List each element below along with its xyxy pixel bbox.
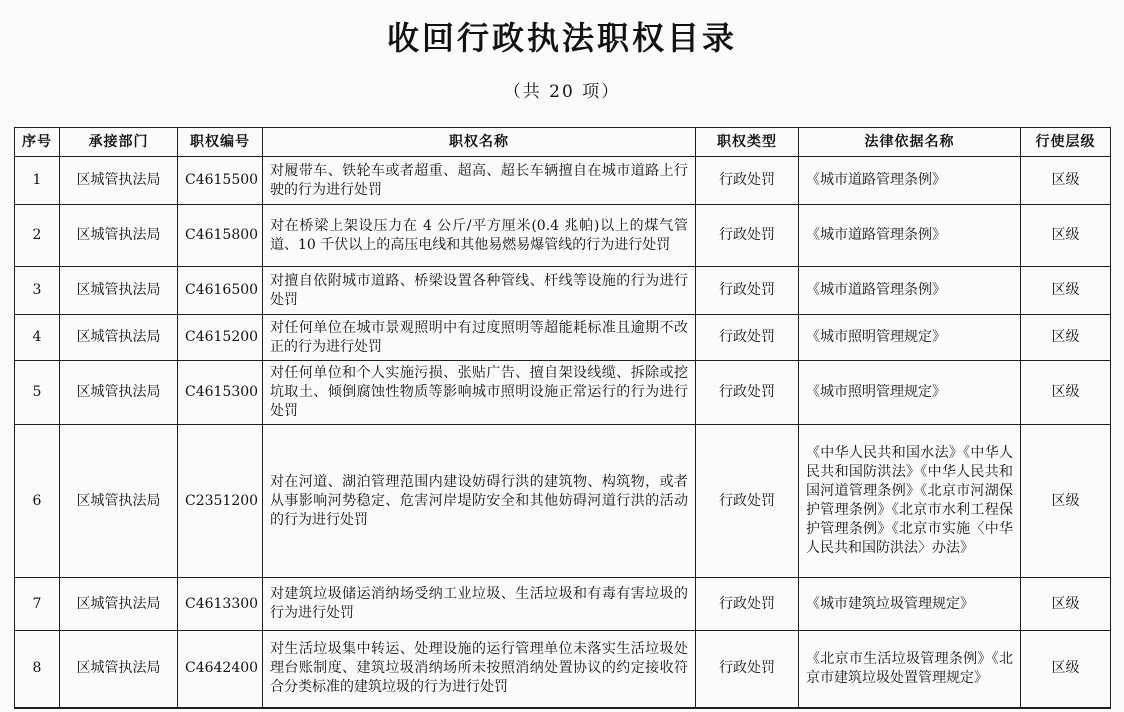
column-header-legal: 法律依据名称 [799, 128, 1021, 157]
cell-dept: 区城管执法局 [60, 425, 178, 578]
cell-type: 行政处罚 [696, 631, 799, 708]
cell-name: 对任何单位和个人实施污损、张贴广告、擅自架设线缆、拆除或挖坑取土、倾倒腐蚀性物质等影响城市照明设施正常运行的行为进行处罚 [263, 361, 696, 425]
cell-seq: 8 [15, 631, 60, 708]
cell-dept: 区城管执法局 [60, 157, 178, 205]
cell-name: 对擅自依附城市道路、桥梁设置各种管线、杆线等设施的行为进行处罚 [263, 267, 696, 315]
cell-level: 区级 [1021, 315, 1111, 361]
cell-code: C4615200 [178, 315, 263, 361]
cell-name: 对履带车、铁轮车或者超重、超高、超长车辆擅自在城市道路上行驶的行为进行处罚 [263, 157, 696, 205]
cell-level: 区级 [1021, 578, 1111, 631]
cell-level: 区级 [1021, 205, 1111, 267]
cell-dept: 区城管执法局 [60, 631, 178, 708]
cell-name: 对在河道、湖泊管理范围内建设妨碍行洪的建筑物、构筑物，或者从事影响河势稳定、危害河岸堤防安全和其他妨碍河道行洪的活动的行为进行处罚 [263, 425, 696, 578]
cell-level: 区级 [1021, 631, 1111, 708]
column-header-code: 职权编号 [178, 128, 263, 157]
page-subtitle: （共 20 项） [503, 82, 621, 102]
column-header-name: 职权名称 [263, 128, 696, 157]
cell-legal: 《城市照明管理规定》 [799, 315, 1021, 361]
cell-code: C4615300 [178, 361, 263, 425]
cell-dept: 区城管执法局 [60, 578, 178, 631]
cell-type: 行政处罚 [696, 157, 799, 205]
cell-type: 行政处罚 [696, 267, 799, 315]
cell-level: 区级 [1021, 361, 1111, 425]
cell-code: C4615500 [178, 157, 263, 205]
cell-code: C2351200 [178, 425, 263, 578]
cell-dept: 区城管执法局 [60, 267, 178, 315]
powers-table [14, 127, 1111, 709]
column-header-type: 职权类型 [696, 128, 799, 157]
cell-legal: 《北京市生活垃圾管理条例》《北京市建筑垃圾处置管理规定》 [799, 631, 1021, 708]
cell-seq: 5 [15, 361, 60, 425]
cell-level: 区级 [1021, 425, 1111, 578]
cell-legal: 《城市建筑垃圾管理规定》 [799, 578, 1021, 631]
table-row [15, 578, 1111, 631]
cell-seq: 3 [15, 267, 60, 315]
column-header-level: 行使层级 [1021, 128, 1111, 157]
cell-seq: 2 [15, 205, 60, 267]
table-row [15, 315, 1111, 361]
cell-level: 区级 [1021, 267, 1111, 315]
cell-dept: 区城管执法局 [60, 315, 178, 361]
table-row [15, 361, 1111, 425]
cell-name: 对任何单位在城市景观照明中有过度照明等超能耗标准且逾期不改正的行为进行处罚 [263, 315, 696, 361]
cell-type: 行政处罚 [696, 578, 799, 631]
cell-name: 对生活垃圾集中转运、处理设施的运行管理单位未落实生活垃圾处理台账制度、建筑垃圾消纳场所未按照消纳处置协议的约定接收符合分类标准的建筑垃圾的行为进行处罚 [263, 631, 696, 708]
cell-seq: 6 [15, 425, 60, 578]
table-row [15, 157, 1111, 205]
cell-code: C4642400 [178, 631, 263, 708]
cell-code: C4613300 [178, 578, 263, 631]
cell-level: 区级 [1021, 157, 1111, 205]
cell-code: C4616500 [178, 267, 263, 315]
page-title: 收回行政执法职权目录 [386, 19, 737, 57]
table-row [15, 631, 1111, 708]
table-row [15, 425, 1111, 578]
cell-legal: 《中华人民共和国水法》《中华人民共和国防洪法》《中华人民共和国河道管理条例》《北京市河湖保护管理条例》《北京市水利工程保护管理条例》《北京市实施〈中华人民共和国防洪法〉办法》 [799, 425, 1021, 578]
cell-name: 对在桥梁上架设压力在 4 公斤/平方厘米(0.4 兆帕)以上的煤气管道、10 千伏以上的高压电线和其他易燃易爆管线的行为进行处罚 [263, 205, 696, 267]
cell-type: 行政处罚 [696, 205, 799, 267]
cell-legal: 《城市道路管理条例》 [799, 157, 1021, 205]
header-row [15, 128, 1111, 157]
table-row [15, 205, 1111, 267]
column-header-dept: 承接部门 [60, 128, 178, 157]
cell-seq: 1 [15, 157, 60, 205]
column-header-seq: 序号 [15, 128, 60, 157]
document-page [14, 0, 1110, 709]
cell-dept: 区城管执法局 [60, 205, 178, 267]
cell-code: C4615800 [178, 205, 263, 267]
cell-type: 行政处罚 [696, 315, 799, 361]
cell-dept: 区城管执法局 [60, 361, 178, 425]
cell-type: 行政处罚 [696, 361, 799, 425]
cell-legal: 《城市道路管理条例》 [799, 205, 1021, 267]
table-row [15, 267, 1111, 315]
cell-seq: 7 [15, 578, 60, 631]
cell-seq: 4 [15, 315, 60, 361]
cell-legal: 《城市道路管理条例》 [799, 267, 1021, 315]
cell-type: 行政处罚 [696, 425, 799, 578]
cell-name: 对建筑垃圾储运消纳场受纳工业垃圾、生活垃圾和有毒有害垃圾的行为进行处罚 [263, 578, 696, 631]
cell-legal: 《城市照明管理规定》 [799, 361, 1021, 425]
